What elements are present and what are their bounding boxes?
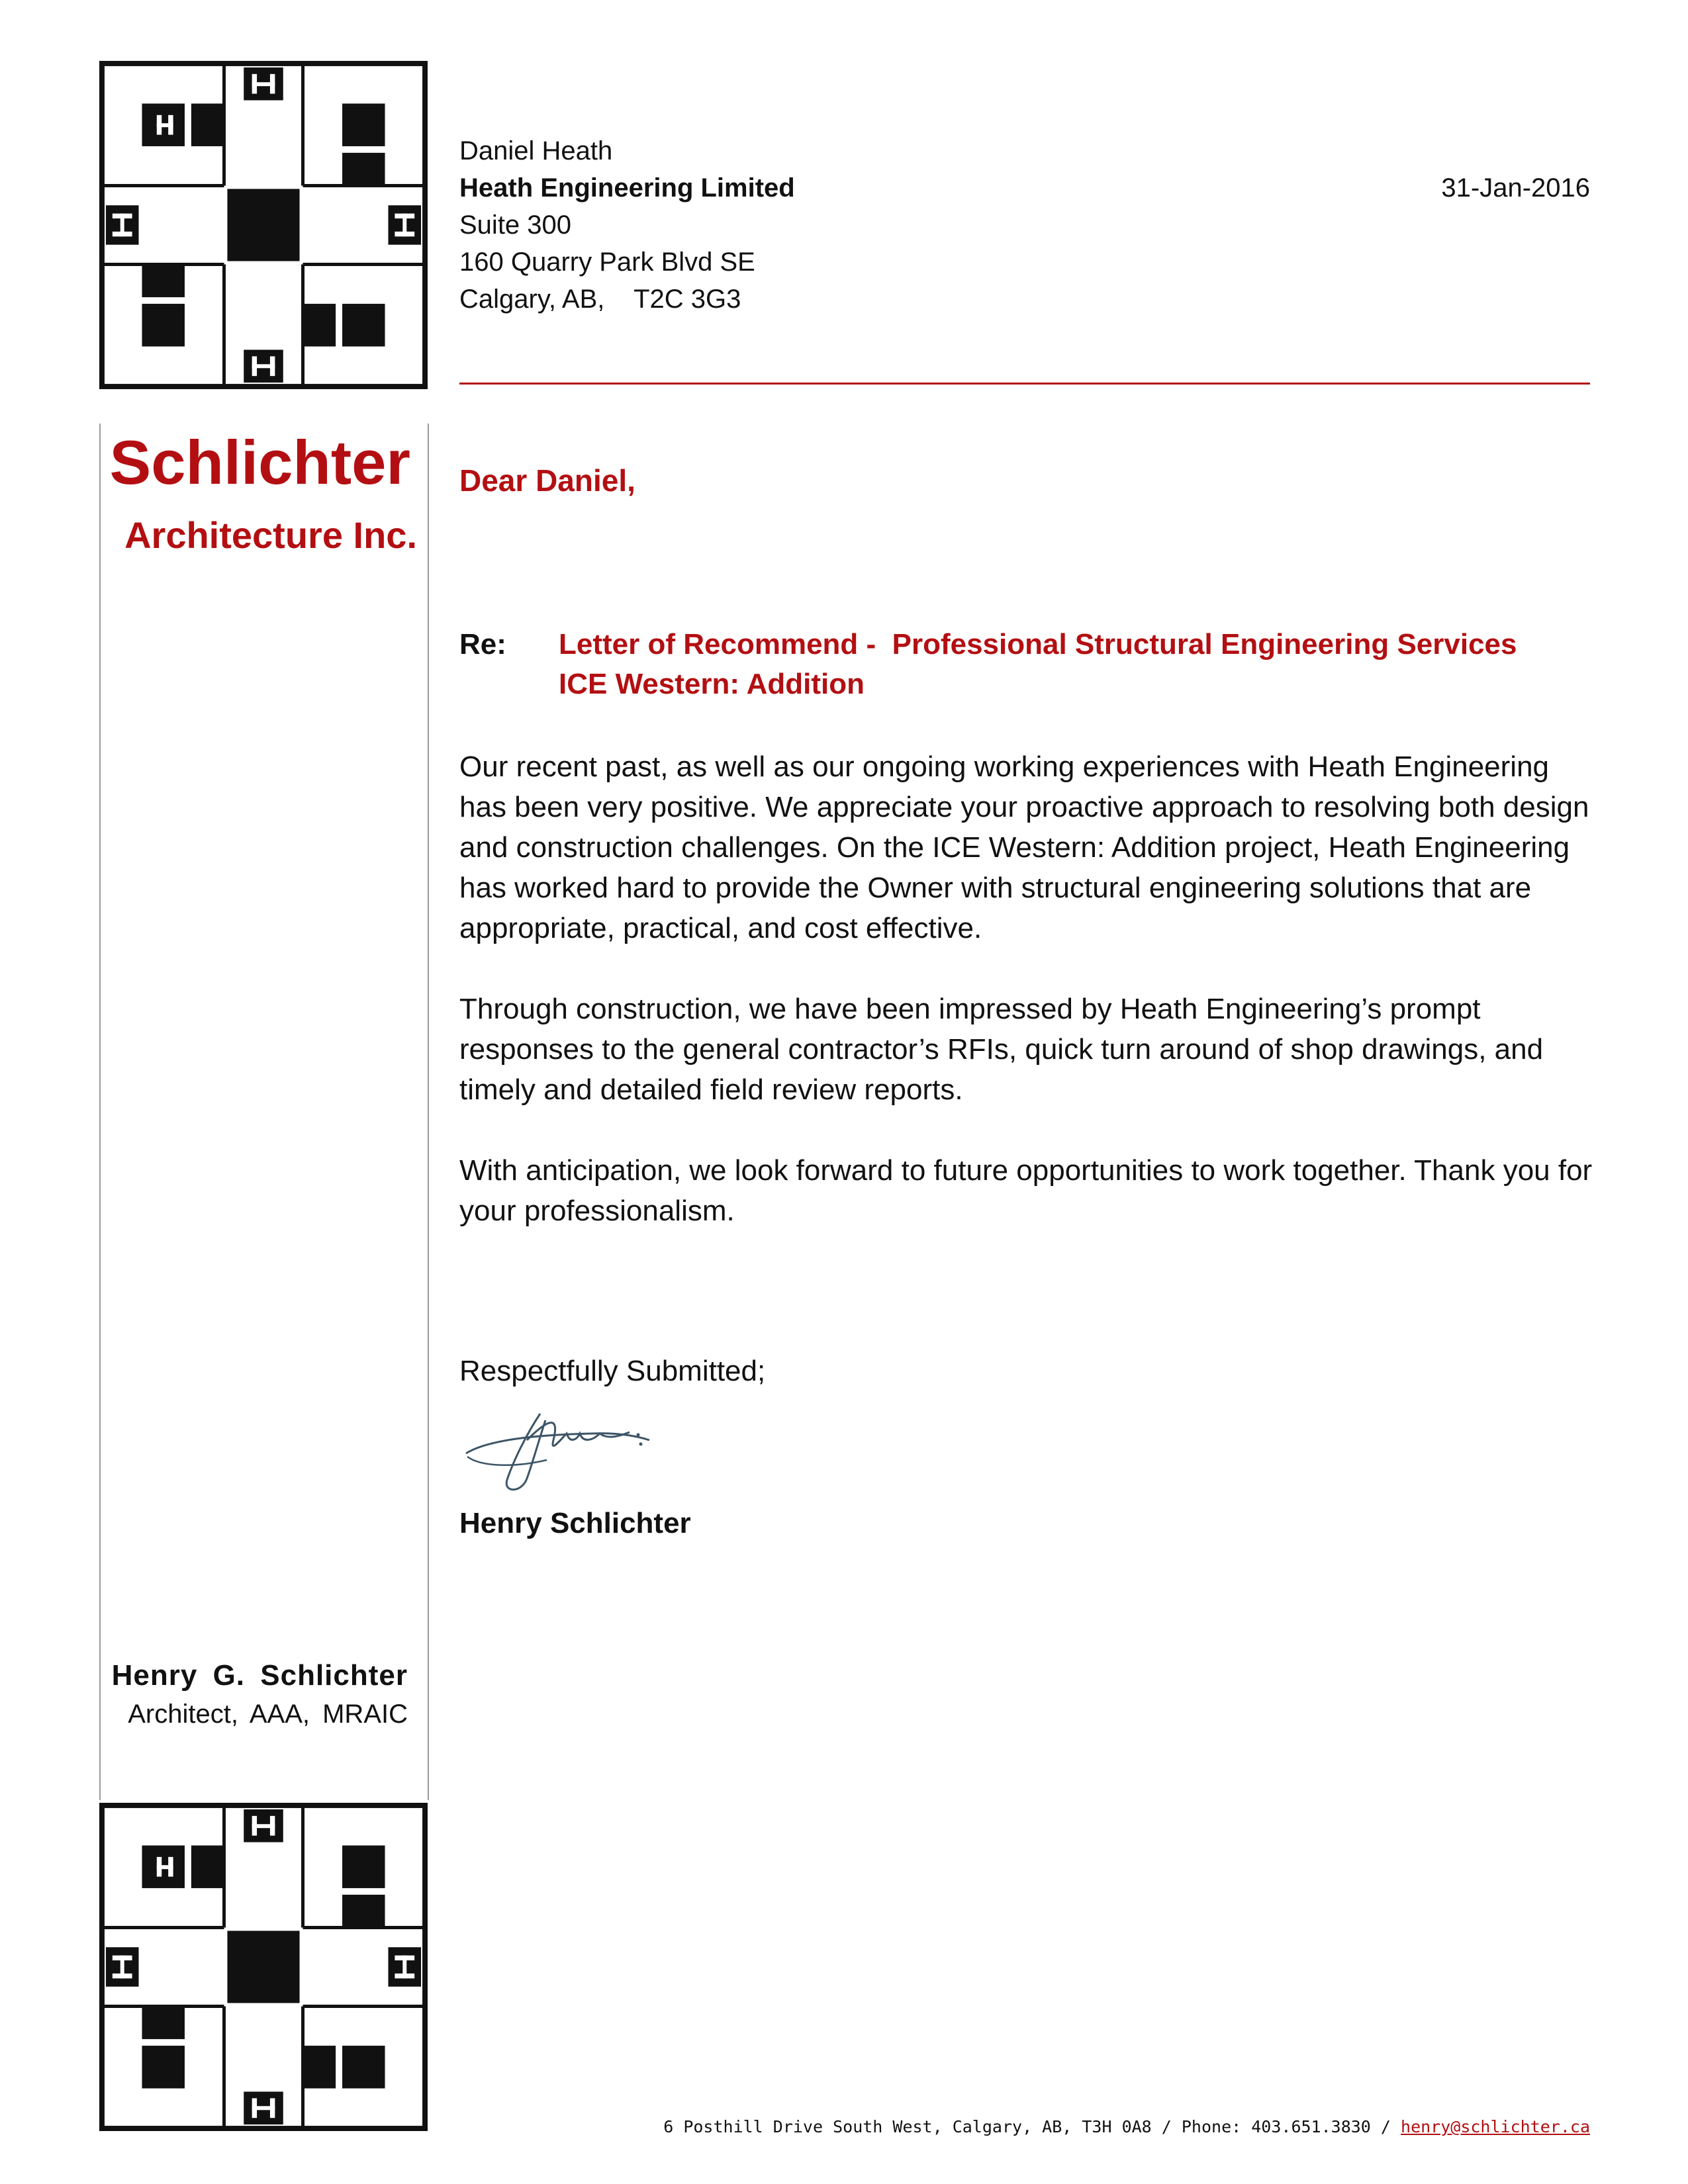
logo-graphic xyxy=(99,1803,428,2131)
re-subject-line1: Letter of Recommend - Professional Structural Engineering Services xyxy=(559,628,1517,660)
footer-email-link[interactable]: henry@schlichter.ca xyxy=(1401,2117,1590,2136)
re-subject xyxy=(559,625,1517,704)
sidebar-left-rule xyxy=(99,424,101,1800)
recipient-company-text: Heath Engineering Limited xyxy=(459,173,795,203)
signature xyxy=(461,1394,653,1500)
paragraph-1: Our recent past, as well as our ongoing working experiences with Heath Engineering has been very positive. We appreciate your proactive approach to resolving both design and construction challenges. On the ICE Western: Addition project, Heath Engineering has worked hard to provide the Owner with structural engineering solutions that are appropriate, practical, and cost effective. xyxy=(459,751,1589,944)
footer-contact xyxy=(663,2115,1590,2139)
recipient-name: Daniel Heath xyxy=(459,136,613,165)
recipient-city: Calgary, AB, T2C 3G3 xyxy=(459,285,741,314)
re-label: Re: xyxy=(459,628,506,660)
header-divider xyxy=(459,383,1590,385)
sidebar-right-rule xyxy=(428,424,429,1800)
closing: Respectfully Submitted; xyxy=(459,1355,766,1387)
footer-address: 6 Posthill Drive South West, Calgary, AB, T3H 0A8 / Phone: 403.651.3830 / xyxy=(663,2117,1401,2136)
schlichter-logo-bottom xyxy=(99,1803,428,2131)
recipient-street: 160 Quarry Park Blvd SE xyxy=(459,248,755,277)
firm-name: Schlichter xyxy=(109,428,410,497)
schlichter-logo-top xyxy=(99,61,428,389)
signer-name: Henry Schlichter xyxy=(459,1507,691,1539)
recipient-suite: Suite 300 xyxy=(459,210,572,240)
paragraph-3: With anticipation, we look forward to future opportunities to work together. Thank you for your professionalism. xyxy=(459,1154,1593,1227)
paragraph-2: Through construction, we have been impressed by Heath Engineering’s prompt responses to the general contractor’s RFIs, quick turn around of shop drawings, and timely and detailed field review reports. xyxy=(459,993,1544,1106)
letter-date: 31-Jan-2016 xyxy=(1441,173,1590,203)
logo-graphic xyxy=(99,61,428,389)
recipient-company xyxy=(459,169,795,206)
greeting: Dear Daniel, xyxy=(459,463,635,498)
re-subject-line2: ICE Western: Addition xyxy=(559,668,865,700)
architect-name: Henry G. Schlichter xyxy=(111,1659,408,1692)
firm-subtitle: Architecture Inc. xyxy=(124,514,417,556)
architect-credentials: Architect, AAA, MRAIC xyxy=(128,1700,408,1729)
